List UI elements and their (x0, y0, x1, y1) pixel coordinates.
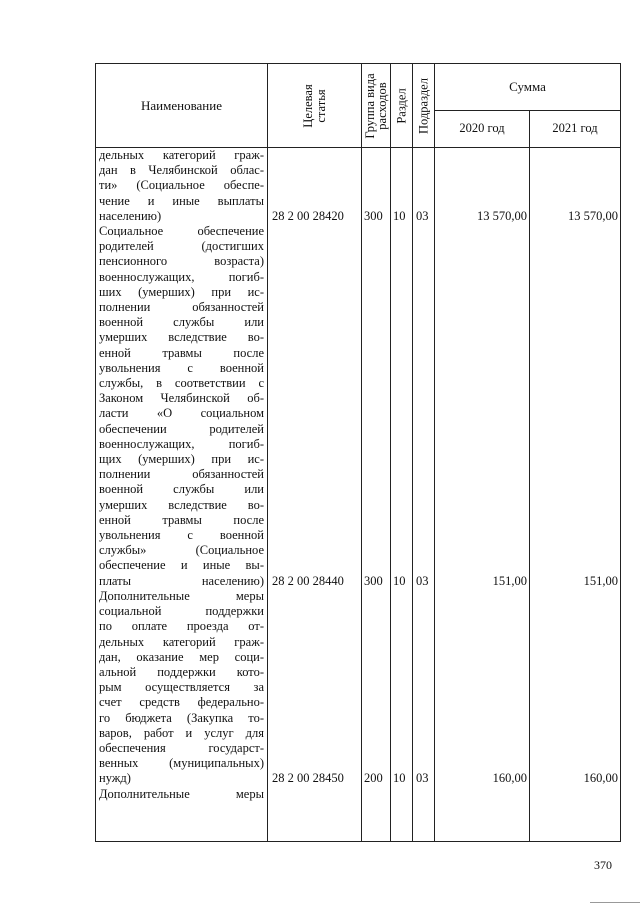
header-target (268, 64, 362, 148)
description-line: альной поддержки кото- (99, 664, 264, 679)
header-row-1 (96, 64, 621, 111)
header-target-label: Целевая статья (300, 83, 328, 128)
description-line: по оплате проезда от- (99, 619, 264, 634)
row-y2021-value: 151,00 (583, 573, 618, 588)
description-line: обеспечения государст- (99, 740, 264, 755)
description-line: чение и иные выплаты (99, 193, 264, 208)
description-line: военной службы или (99, 315, 264, 330)
description-line: енной травмы после (99, 512, 264, 527)
description-line: службы, в соответствии с (99, 376, 264, 391)
row-subsection-value: 03 (416, 573, 429, 588)
description-line: обеспечение и иные вы- (99, 558, 264, 573)
row-y2021-value: 160,00 (583, 771, 618, 786)
description-line: увольнения с военной (99, 528, 264, 543)
row-y2020-value: 151,00 (492, 573, 527, 588)
row-group-value: 200 (364, 771, 383, 786)
description-line: рым осуществляется за (99, 680, 264, 695)
header-name: Наименование (96, 64, 268, 148)
description-line: платы населению) (99, 573, 264, 588)
description-line: полнении обязанностей (99, 300, 264, 315)
description-line: Дополнительные меры (99, 786, 264, 801)
amount-2021-cell (530, 148, 621, 842)
description-line: полнении обязанностей (99, 467, 264, 482)
section-cell (391, 148, 413, 842)
description-line: военнослужащих, погиб- (99, 436, 264, 451)
description-line: дан, оказание мер соци- (99, 649, 264, 664)
description-line: ласти «О социальном (99, 406, 264, 421)
description-line: ших (умерших) при ис- (99, 284, 264, 299)
description-line: обеспечении родителей (99, 421, 264, 436)
header-section-label: Раздел (394, 87, 408, 124)
row-y2020-value: 13 570,00 (477, 208, 527, 223)
description-line: енной травмы после (99, 345, 264, 360)
description-line: нужд) (99, 771, 131, 786)
row-section-value: 10 (393, 208, 406, 223)
description-line: Законом Челябинской об- (99, 391, 264, 406)
description-line: го бюджета (Закупка то- (99, 710, 264, 725)
description-line: варов, работ и услуг для (99, 725, 264, 740)
row-code-value: 28 2 00 28440 (272, 573, 344, 588)
description-line: умерших вследствие во- (99, 497, 264, 512)
name-cell (96, 148, 268, 842)
row-subsection-value: 03 (416, 771, 429, 786)
header-group-label: Группа вида расходов (363, 72, 389, 139)
description-line: венных (муниципальных) (99, 756, 264, 771)
row-section-value: 10 (393, 573, 406, 588)
description-line: Социальное обеспечение (99, 224, 264, 239)
description-line: ти» (Социальное обеспе- (99, 178, 264, 193)
description-line: военной службы или (99, 482, 264, 497)
header-subsection-label: Подраздел (416, 77, 430, 134)
header-subsection (413, 64, 435, 148)
description-line: увольнения с военной (99, 360, 264, 375)
description-line: службы» (Социальное (99, 543, 264, 558)
header-group (362, 64, 391, 148)
row-group-value: 300 (364, 573, 383, 588)
description-line: дельных категорий граж- (99, 148, 264, 162)
row-code-value: 28 2 00 28420 (272, 208, 344, 223)
description-line: щих (умерших) при ис- (99, 452, 264, 467)
description-line: умерших вследствие во- (99, 330, 264, 345)
row-code-value: 28 2 00 28450 (272, 771, 344, 786)
description-line: дан в Челябинской облас- (99, 163, 264, 178)
description-line: родителей (достигших (99, 239, 264, 254)
subsection-cell (413, 148, 435, 842)
header-year-2020: 2020 год (435, 111, 530, 148)
description-lines (99, 148, 264, 802)
table-body-row (96, 148, 621, 842)
row-subsection-value: 03 (416, 208, 429, 223)
header-sum: Сумма (435, 64, 621, 111)
code-cell (268, 148, 362, 842)
group-cell (362, 148, 391, 842)
header-year-2021: 2021 год (530, 111, 621, 148)
row-y2020-value: 160,00 (492, 771, 527, 786)
row-group-value: 300 (364, 208, 383, 223)
page-number: 370 (594, 858, 612, 872)
amount-2020-cell (435, 148, 530, 842)
row-y2021-value: 13 570,00 (568, 208, 618, 223)
row-section-value: 10 (393, 771, 406, 786)
description-line: дельных категорий граж- (99, 634, 264, 649)
corner-line (590, 902, 640, 903)
description-line: населению) (99, 208, 162, 223)
description-line: Дополнительные меры (99, 588, 264, 603)
header-section (391, 64, 413, 148)
description-line: счет средств федерально- (99, 695, 264, 710)
description-line: военнослужащих, погиб- (99, 269, 264, 284)
budget-table (95, 63, 621, 842)
description-line: социальной поддержки (99, 604, 264, 619)
description-line: пенсионного возраста) (99, 254, 264, 269)
